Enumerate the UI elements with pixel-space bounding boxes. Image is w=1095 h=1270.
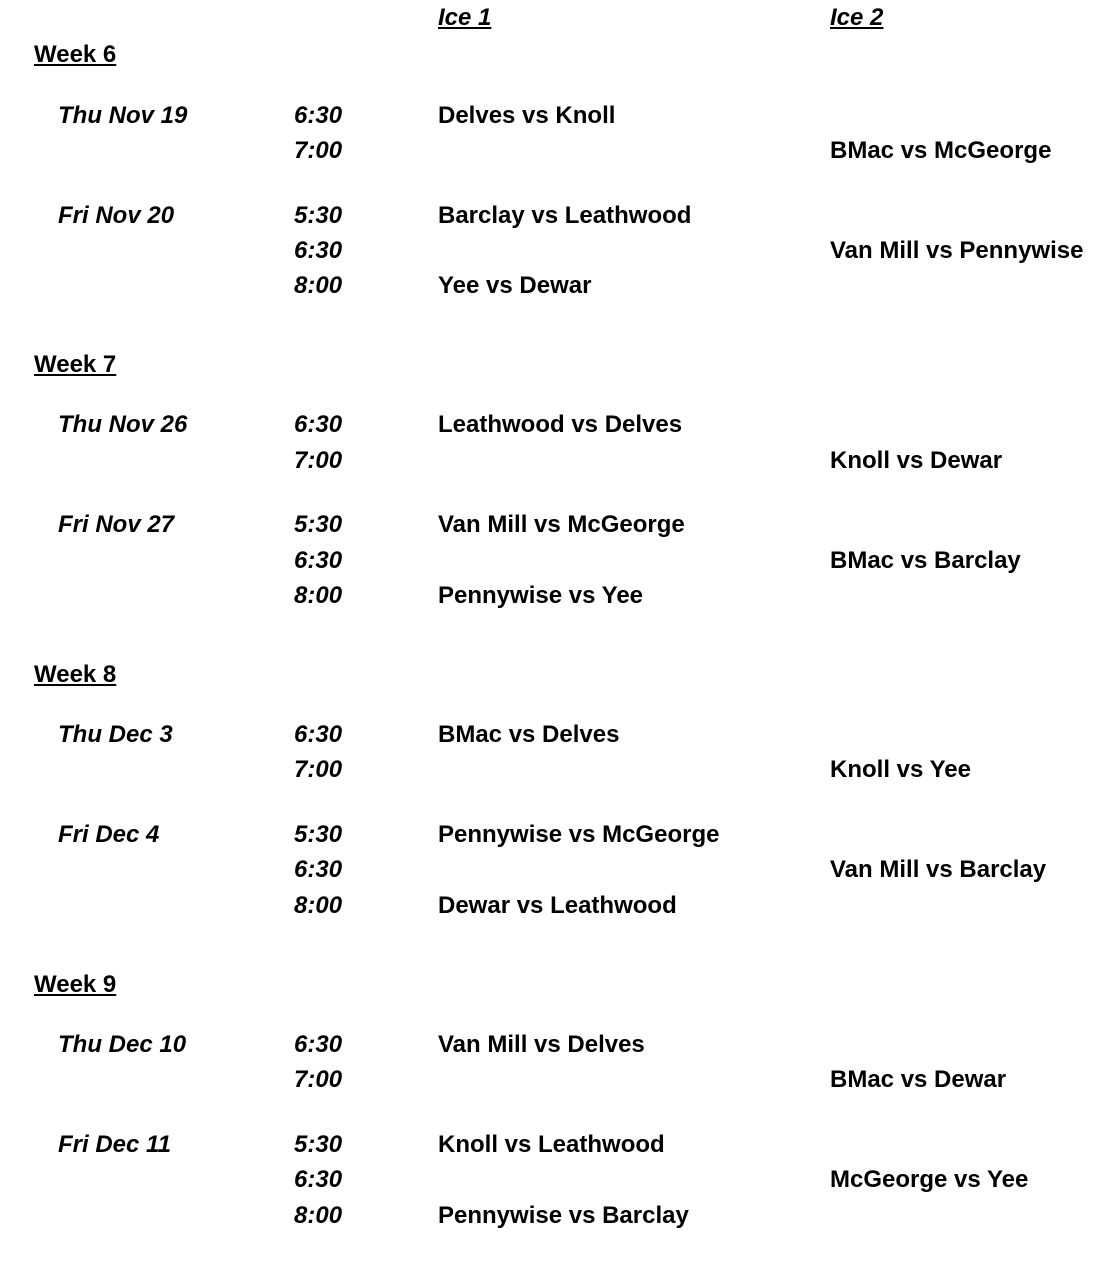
ice1-matchup: Leathwood vs Delves	[438, 411, 683, 438]
ice1-matchup: Yee vs Dewar	[438, 272, 592, 299]
week-heading: Week 7	[34, 351, 117, 378]
day-label: Thu Nov 19	[58, 102, 188, 129]
ice1-matchup: Dewar vs Leathwood	[438, 892, 677, 919]
week-heading: Week 9	[34, 971, 117, 998]
ice1-matchup: Pennywise vs Barclay	[438, 1202, 689, 1229]
day-label: Fri Nov 20	[58, 202, 175, 229]
game-time: 6:30	[294, 856, 343, 883]
ice2-matchup: BMac vs Dewar	[830, 1066, 1007, 1093]
game-time: 7:00	[294, 137, 343, 164]
game-time: 8:00	[294, 582, 343, 609]
day-label: Fri Nov 27	[58, 511, 175, 538]
game-time: 7:00	[294, 1066, 343, 1093]
game-time: 6:30	[294, 721, 343, 748]
game-time: 6:30	[294, 237, 343, 264]
ice2-matchup: Van Mill vs Pennywise	[830, 237, 1084, 264]
game-time: 5:30	[294, 202, 343, 229]
week-heading: Week 8	[34, 661, 117, 688]
ice2-matchup: BMac vs Barclay	[830, 547, 1021, 574]
game-time: 8:00	[294, 272, 343, 299]
ice1-matchup: Knoll vs Leathwood	[438, 1131, 665, 1158]
day-label: Fri Dec 4	[58, 821, 160, 848]
ice2-matchup: Knoll vs Dewar	[830, 447, 1003, 474]
ice2-header: Ice 2	[830, 4, 884, 31]
ice2-matchup: McGeorge vs Yee	[830, 1166, 1029, 1193]
ice1-matchup: Van Mill vs Delves	[438, 1031, 645, 1058]
game-time: 6:30	[294, 1031, 343, 1058]
ice1-header: Ice 1	[438, 4, 492, 31]
week-heading: Week 6	[34, 41, 117, 68]
ice1-matchup: BMac vs Delves	[438, 721, 620, 748]
game-time: 6:30	[294, 411, 343, 438]
ice1-matchup: Delves vs Knoll	[438, 102, 616, 129]
ice2-matchup: BMac vs McGeorge	[830, 137, 1052, 164]
day-label: Thu Dec 10	[58, 1031, 187, 1058]
ice1-matchup: Van Mill vs McGeorge	[438, 511, 685, 538]
day-label: Fri Dec 11	[58, 1131, 171, 1158]
game-time: 5:30	[294, 821, 343, 848]
game-time: 7:00	[294, 756, 343, 783]
ice1-matchup: Pennywise vs McGeorge	[438, 821, 720, 848]
day-label: Thu Dec 3	[58, 721, 173, 748]
day-label: Thu Nov 26	[58, 411, 188, 438]
ice2-matchup: Knoll vs Yee	[830, 756, 971, 783]
game-time: 5:30	[294, 1131, 343, 1158]
game-time: 5:30	[294, 511, 343, 538]
game-time: 8:00	[294, 1202, 343, 1229]
game-time: 8:00	[294, 892, 343, 919]
ice2-matchup: Van Mill vs Barclay	[830, 856, 1047, 883]
game-time: 6:30	[294, 1166, 343, 1193]
game-time: 7:00	[294, 447, 343, 474]
game-time: 6:30	[294, 547, 343, 574]
ice1-matchup: Barclay vs Leathwood	[438, 202, 692, 229]
game-time: 6:30	[294, 102, 343, 129]
ice1-matchup: Pennywise vs Yee	[438, 582, 644, 609]
